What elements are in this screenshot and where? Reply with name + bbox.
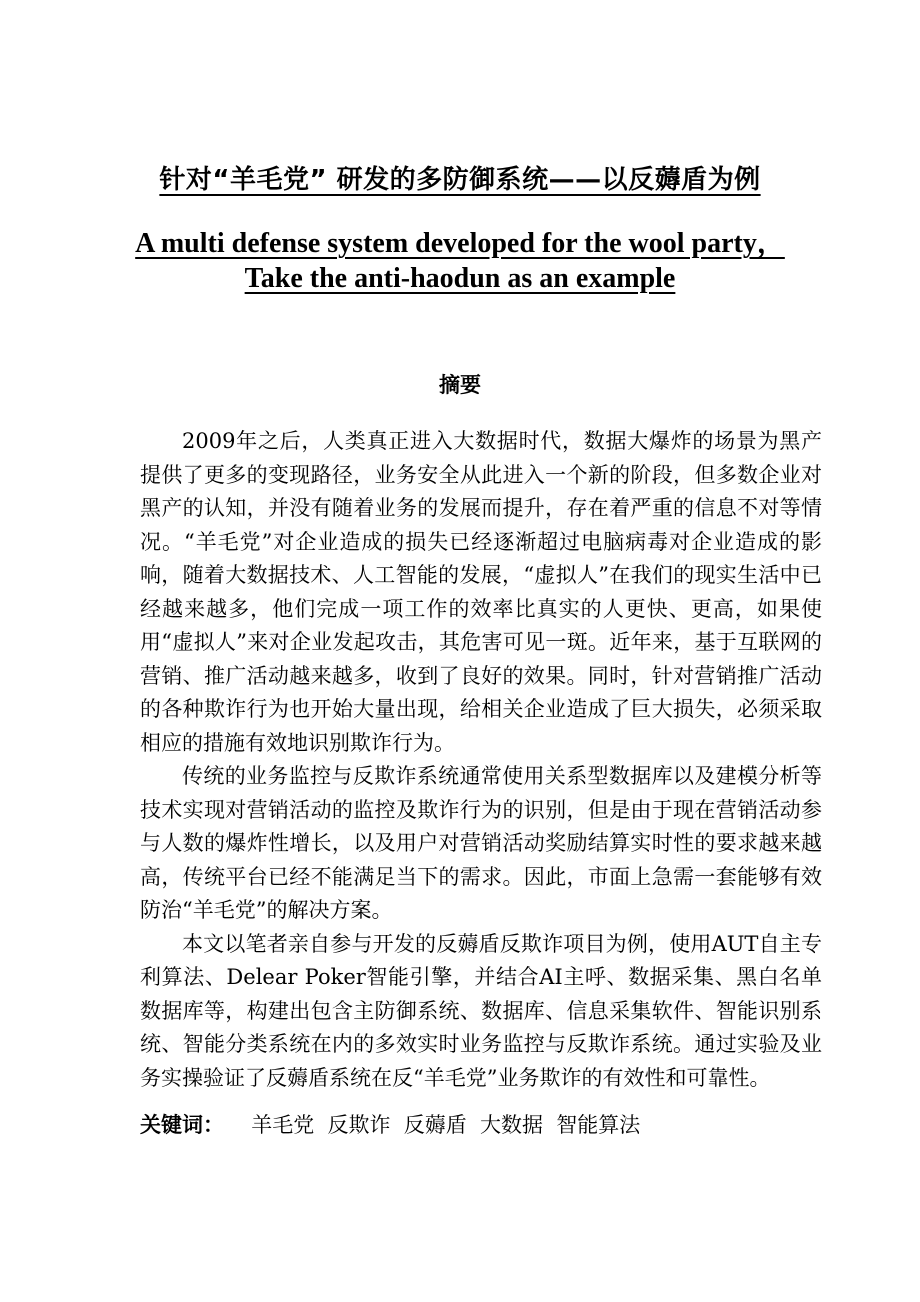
chinese-title (0, 160, 920, 200)
keyword-item: 反欺诈 (327, 1113, 391, 1137)
abstract-body (140, 425, 822, 1095)
abstract-paragraph-1: 2009年之后，人类真正进入大数据时代，数据大爆炸的场景为黑产提供了更多的变现路径，业务安全从此进入一个新的阶段，但多数企业对黑产的认知，并没有随着业务的发展而提升，存在着严重的信息不对等情况。“羊毛党”对企业造成的损失已经逐渐超过电脑病毒对企业造成的影响，随着大数据技术、人工智能的发展，“虚拟人”在我们的现实生活中已经越来越多，他们完成一项工作的效率比真实的人更快、更高，如果使用“虚拟人”来对企业发起攻击，其危害可见一斑。近年来，基于互联网的营销、推广活动越来越多，收到了良好的效果。同时，针对营销推广活动的各种欺诈行为也开始大量出现，给相关企业造成了巨大损失，必须采取相应的措施有效地识别欺诈行为。 (140, 429, 822, 755)
keyword-item: 反薅盾 (403, 1113, 467, 1137)
english-title-line-1: A multi defense system developed for the wool party， (135, 228, 785, 259)
english-title (0, 226, 920, 296)
keyword-item: 智能算法 (556, 1113, 641, 1137)
keyword-item: 羊毛党 (251, 1113, 315, 1137)
abstract-paragraph-3: 本文以笔者亲自参与开发的反薅盾反欺诈项目为例，使用AUT自主专利算法、Delear Poker智能引擎，并结合AI主呼、数据采集、黑白名单数据库等，构建出包含主防御系统、数据库、信息采集软件、智能识别系统、智能分类系统在内的多效实时业务监控与反欺诈系统。通过实验及业务实操验证了反薅盾系统在反“羊毛党”业务欺诈的有效性和可靠性。 (140, 931, 822, 1090)
keyword-item: 大数据 (480, 1113, 543, 1137)
english-title-line-2: Take the anti-haodun as an example (244, 263, 676, 294)
abstract-heading: 摘要 (439, 373, 481, 397)
keywords-label: 关键词： (140, 1113, 224, 1137)
abstract-paragraph-2: 传统的业务监控与反欺诈系统通常使用关系型数据库以及建模分析等技术实现对营销活动的监控及欺诈行为的识别，但是由于现在营销活动参与人数的爆炸性增长，以及用户对营销活动奖励结算实时性的要求越来越高，传统平台已经不能满足当下的需求。因此，市面上急需一套能够有效防治“羊毛党”的解决方案。 (140, 764, 822, 922)
keywords-line (140, 1108, 822, 1142)
chinese-title-text: 针对“羊毛党” 研发的多防御系统——以反薅盾为例 (159, 165, 761, 195)
